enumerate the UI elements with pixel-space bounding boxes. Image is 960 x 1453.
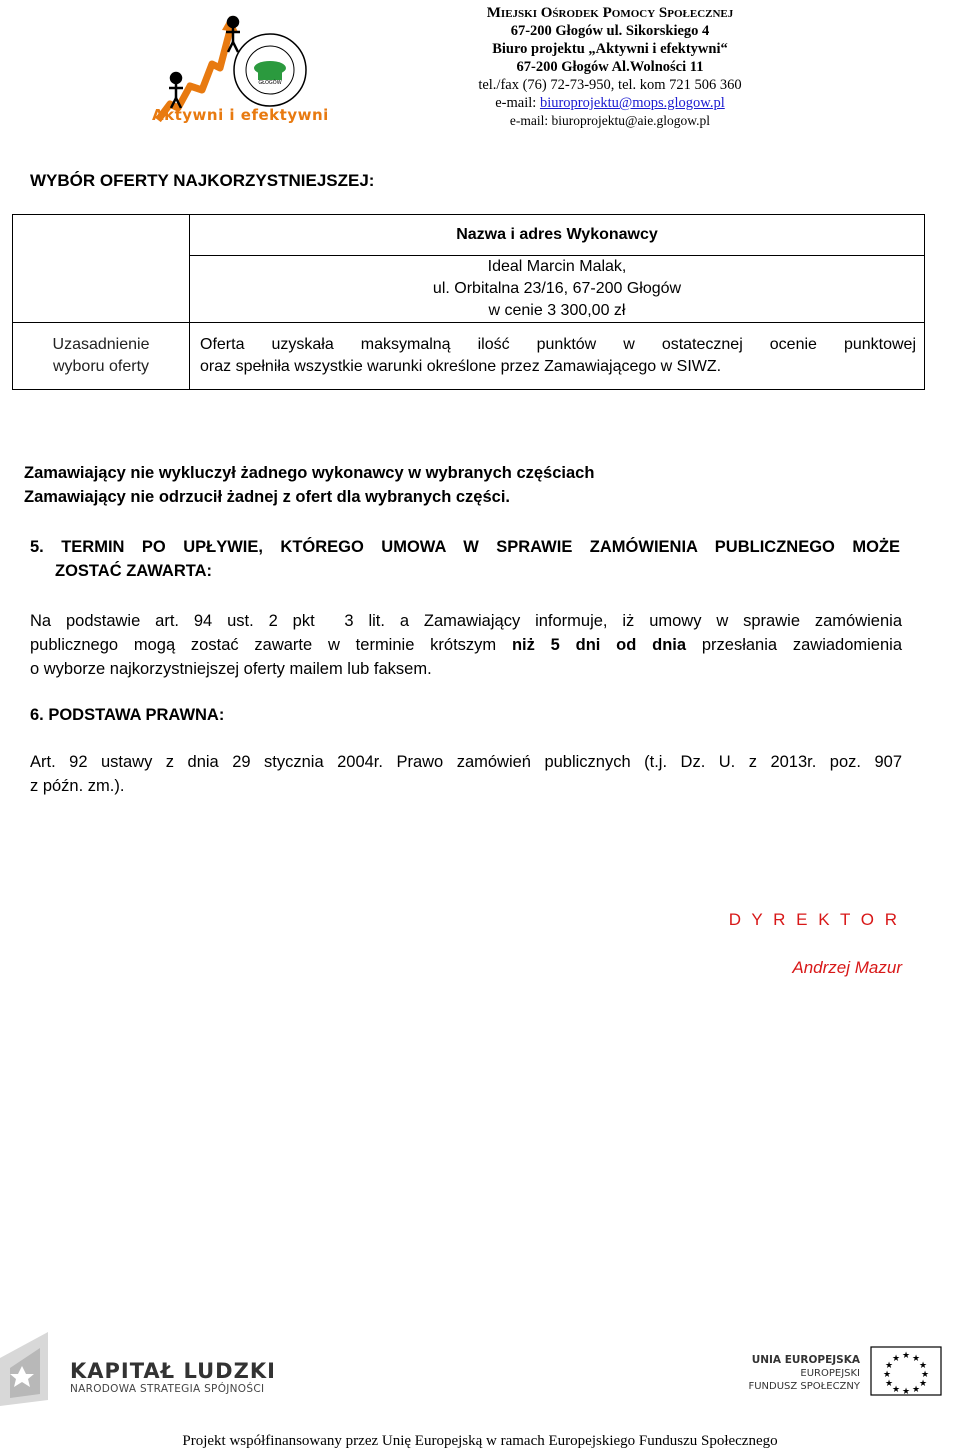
email-line-2: e-mail: biuroprojektu@aie.glogow.pl bbox=[509, 113, 711, 128]
header-address-block bbox=[440, 4, 780, 130]
eu-line-3: FUNDUSZ SPOŁECZNY bbox=[748, 1381, 860, 1392]
eu-line-1: UNIA EUROPEJSKA bbox=[751, 1354, 860, 1366]
para2-line-1: Na podstawie art. 94 ust. 2 pkt 3 lit. a Zamawiający informuje, iż umowy w sprawie zamówienia bbox=[30, 612, 902, 630]
email-line-1 bbox=[440, 94, 780, 112]
reason-label-cell bbox=[13, 323, 190, 390]
section-6-heading: 6. PODSTAWA PRAWNA: bbox=[30, 706, 225, 724]
svg-text:★: ★ bbox=[884, 1361, 894, 1371]
phone-line: tel./fax (76) 72-73-950, tel. kom 721 506 360 bbox=[478, 77, 742, 93]
reason-text-2: oraz spełniła wszystkie warunki określone przez Zamawiającego w SIWZ. bbox=[200, 358, 722, 375]
logo-tagline: Aktywni i efektywni bbox=[152, 106, 329, 124]
note-line-1: Zamawiający nie wykluczył żadnego wykonawcy w wybranych częściach bbox=[24, 464, 595, 482]
svg-text:★: ★ bbox=[884, 1379, 894, 1389]
kl-emblem-icon bbox=[0, 1328, 70, 1408]
svg-text:★: ★ bbox=[918, 1379, 928, 1389]
svg-text:★: ★ bbox=[891, 1354, 901, 1364]
table-row bbox=[13, 323, 925, 390]
eu-flag-icon bbox=[870, 1346, 942, 1396]
svg-text:★: ★ bbox=[901, 1351, 911, 1361]
svg-text:★: ★ bbox=[911, 1385, 921, 1395]
svg-text:★: ★ bbox=[891, 1385, 901, 1395]
svg-text:★: ★ bbox=[882, 1370, 892, 1380]
contractor-cell bbox=[190, 256, 925, 323]
reason-text-cell bbox=[190, 323, 925, 390]
svg-text:★: ★ bbox=[918, 1361, 928, 1371]
office-address: 67-200 Głogów Al.Wolności 11 bbox=[516, 59, 704, 75]
signature-title: D Y R E K T O R bbox=[728, 910, 900, 929]
para2-line-3: o wyborze najkorzystniejszej oferty mailem lub faksem. bbox=[30, 660, 432, 678]
signature-name: Andrzej Mazur bbox=[792, 958, 902, 977]
reason-text-1: Oferta uzyskała maksymalną ilość punktów w ostatecznej ocenie punktowej bbox=[200, 336, 916, 353]
para3-line-1: Art. 92 ustawy z dnia 29 stycznia 2004r. Prawo zamówień publicznych (t.j. Dz. U. z 2013r. poz. 907 bbox=[30, 753, 902, 771]
reason-label-2: wyboru oferty bbox=[52, 358, 150, 375]
contractor-address: ul. Orbitalna 23/16, 67-200 Głogów bbox=[432, 280, 682, 297]
table-header-cell: Nazwa i adres Wykonawcy bbox=[190, 215, 925, 256]
table-empty-cell bbox=[13, 215, 190, 323]
section-5-line-1: 5. TERMIN PO UPŁYWIE, KTÓREGO UMOWA W SPRAWIE ZAMÓWIENIA PUBLICZNEGO MOŻE bbox=[30, 538, 900, 556]
note-line-2: Zamawiający nie odrzucił żadnej z ofert dla wybranych części. bbox=[24, 488, 511, 506]
para3-line-2: z późn. zm.). bbox=[30, 777, 125, 795]
eu-flag bbox=[870, 1346, 942, 1396]
logo-city-text: GŁOGÓW bbox=[258, 80, 282, 86]
table-row bbox=[13, 215, 925, 256]
offer-table bbox=[12, 214, 925, 390]
email-label: e-mail: bbox=[495, 95, 540, 111]
footer-cofinancing-note: Projekt współfinansowany przez Unię Europejską w ramach Europejskiego Funduszu Społecznego bbox=[182, 1433, 778, 1449]
svg-text:★: ★ bbox=[911, 1354, 921, 1364]
section-5-heading bbox=[30, 535, 900, 583]
kl-subtitle: NARODOWA STRATEGIA SPÓJNOŚCI bbox=[70, 1383, 265, 1395]
org-name: Miejski Ośrodek Pomocy Społecznej bbox=[486, 5, 734, 21]
section-6-paragraph bbox=[30, 750, 902, 798]
kl-title: KAPITAŁ LUDZKI bbox=[70, 1359, 276, 1383]
para2-text-a: publicznego mogą zostać zawarte w terminie krótszym bbox=[30, 636, 512, 654]
notes-block bbox=[24, 461, 594, 509]
section-5-paragraph bbox=[30, 609, 902, 681]
project-office: Biuro projektu „Aktywni i efektywni“ bbox=[492, 41, 728, 57]
email-link[interactable]: biuroprojektu@mops.glogow.pl bbox=[539, 95, 725, 111]
contractor-price: w cenie 3 300,00 zł bbox=[488, 302, 626, 319]
section-5-line-2: ZOSTAĆ ZAWARTA: bbox=[55, 562, 213, 580]
eu-text-block bbox=[740, 1354, 860, 1393]
section-title: WYBÓR OFERTY NAJKORZYSTNIEJSZEJ: bbox=[30, 171, 375, 190]
reason-label-1: Uzasadnienie bbox=[52, 336, 150, 353]
para2-text-c: przesłania zawiadomienia bbox=[686, 636, 903, 654]
para2-text-bold: niż 5 dni od dnia bbox=[511, 636, 687, 654]
svg-text:★: ★ bbox=[901, 1387, 911, 1396]
para2-line-2 bbox=[30, 633, 902, 657]
contractor-name: Ideal Marcin Malak, bbox=[487, 258, 627, 275]
eu-line-2: EUROPEJSKI bbox=[800, 1368, 860, 1379]
svg-text:★: ★ bbox=[920, 1370, 930, 1380]
org-address: 67-200 Głogów ul. Sikorskiego 4 bbox=[510, 23, 710, 39]
